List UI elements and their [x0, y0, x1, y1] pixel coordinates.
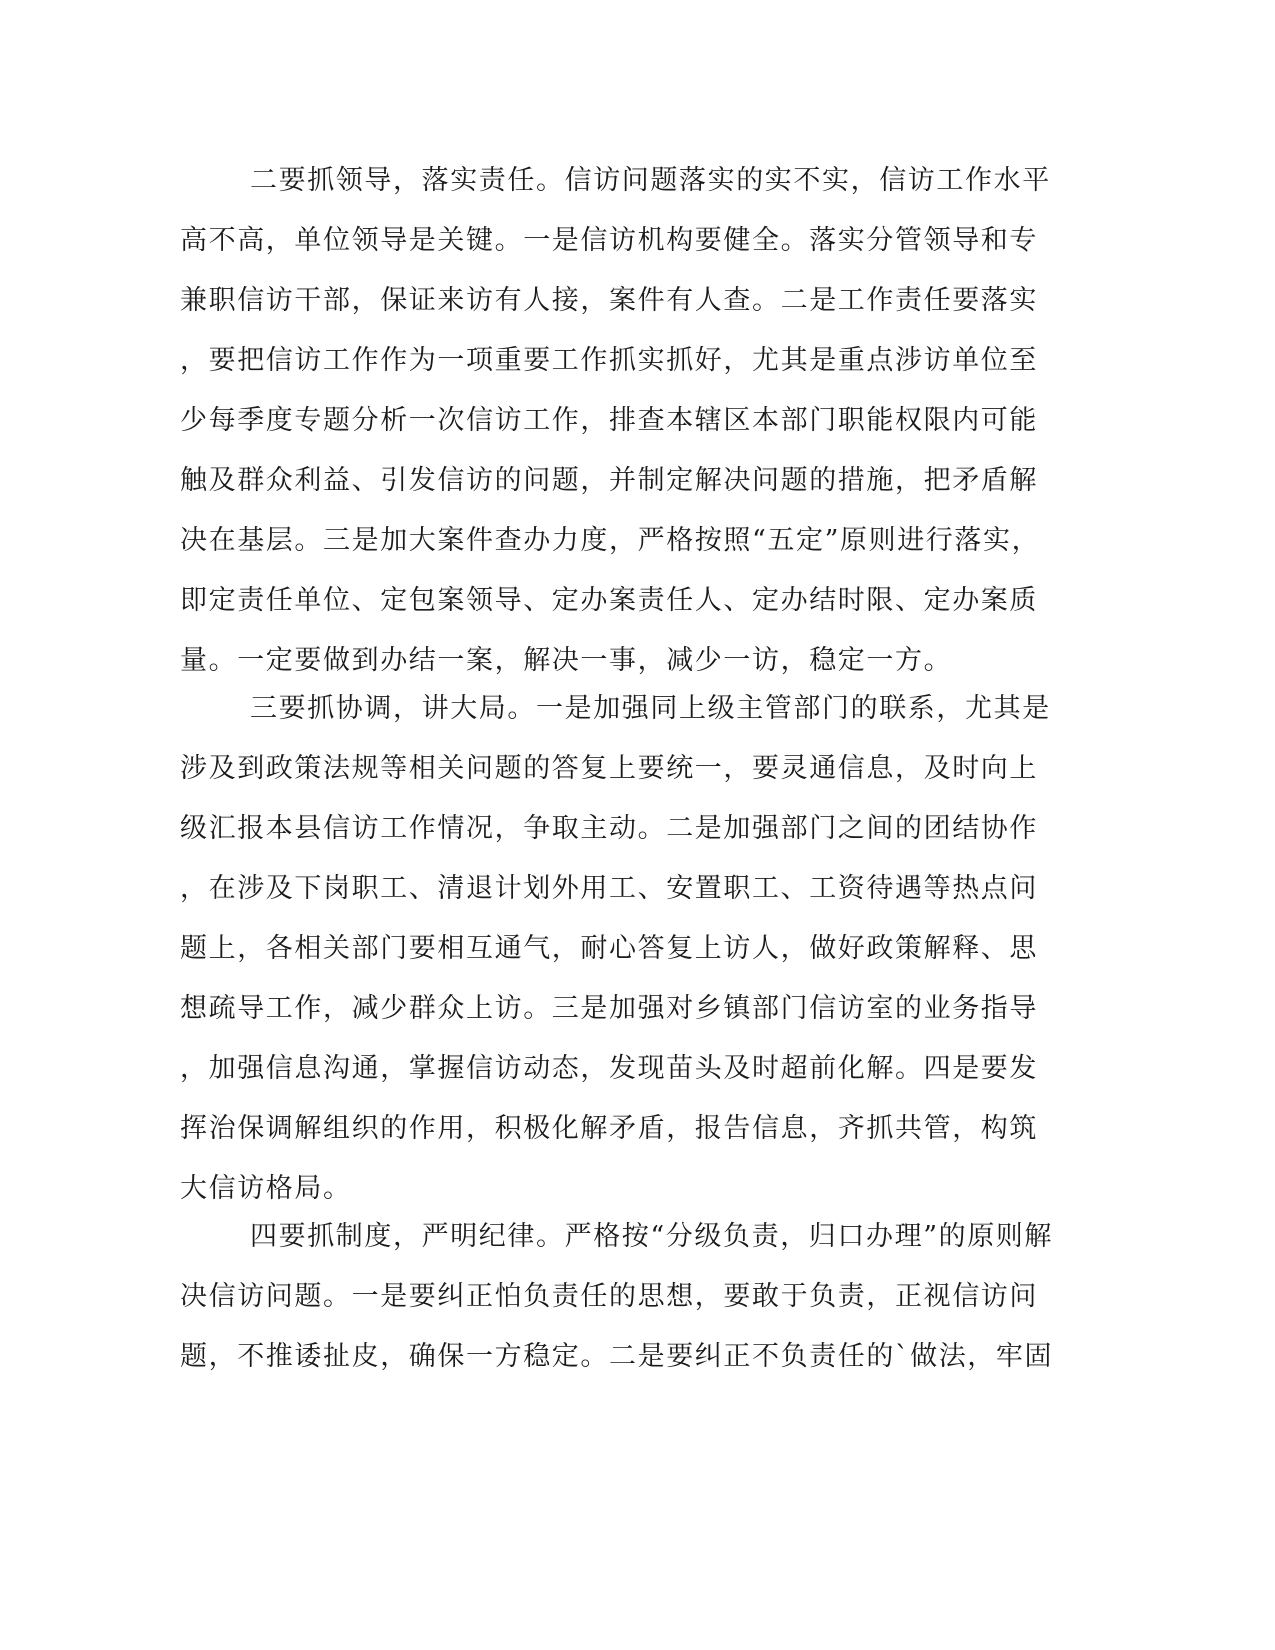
text-line: 高不高，单位领导是关键。一是信访机构要健全。落实分管领导和专: [180, 225, 1038, 256]
paragraph-leadership: [180, 151, 1051, 691]
text-line: 四要抓制度，严明纪律。严格按“分级负责，归口办理”的原则解: [250, 1221, 1054, 1252]
text-line: 题，不推诿扯皮，确保一方稳定。二是要纠正不负责任的`做法，牢固: [180, 1341, 1054, 1372]
text-line: 触及群众利益、引发信访的问题，并制定解决问题的措施，把矛盾解: [180, 465, 1038, 496]
text-line: 决在基层。三是加大案件查办力度，严格按照“五定”原则进行落实，: [180, 525, 1041, 556]
text-line: 三要抓协调，讲大局。一是加强同上级主管部门的联系，尤其是: [250, 693, 1051, 724]
text-line: 想疏导工作，减少群众上访。三是加强对乡镇部门信访室的业务指导: [180, 993, 1038, 1024]
text-line: ，在涉及下岗职工、清退计划外用工、安置职工、工资待遇等热点问: [180, 873, 1038, 904]
text-line: 题上，各相关部门要相互通气，耐心答复上访人，做好政策解释、思: [180, 933, 1038, 964]
text-line: 兼职信访干部，保证来访有人接，案件有人查。二是工作责任要落实: [180, 285, 1038, 316]
text-line: 二要抓领导，落实责任。信访问题落实的实不实，信访工作水平: [250, 165, 1051, 196]
text-line: 大信访格局。: [180, 1173, 352, 1204]
text-line: 决信访问题。一是要纠正怕负责任的思想，要敢于负责，正视信访问: [180, 1281, 1038, 1312]
text-line: ，加强信息沟通，掌握信访动态，发现苗头及时超前化解。四是要发: [180, 1053, 1038, 1084]
paragraph-coordination: [180, 679, 1051, 1219]
text-line: 少每季度专题分析一次信访工作，排查本辖区本部门职能权限内可能: [180, 405, 1038, 436]
text-line: 量。一定要做到办结一案，解决一事，减少一访，稳定一方。: [180, 645, 953, 676]
text-line: 级汇报本县信访工作情况，争取主动。二是加强部门之间的团结协作: [180, 813, 1038, 844]
text-line: 挥治保调解组织的作用，积极化解矛盾，报告信息，齐抓共管，构筑: [180, 1113, 1038, 1144]
text-line: ，要把信访工作作为一项重要工作抓实抓好，尤其是重点涉访单位至: [180, 345, 1038, 376]
paragraph-discipline: [180, 1207, 1054, 1387]
text-line: 涉及到政策法规等相关问题的答复上要统一，要灵通信息，及时向上: [180, 753, 1038, 784]
text-line: 即定责任单位、定包案领导、定办案责任人、定办结时限、定办案质: [180, 585, 1038, 616]
